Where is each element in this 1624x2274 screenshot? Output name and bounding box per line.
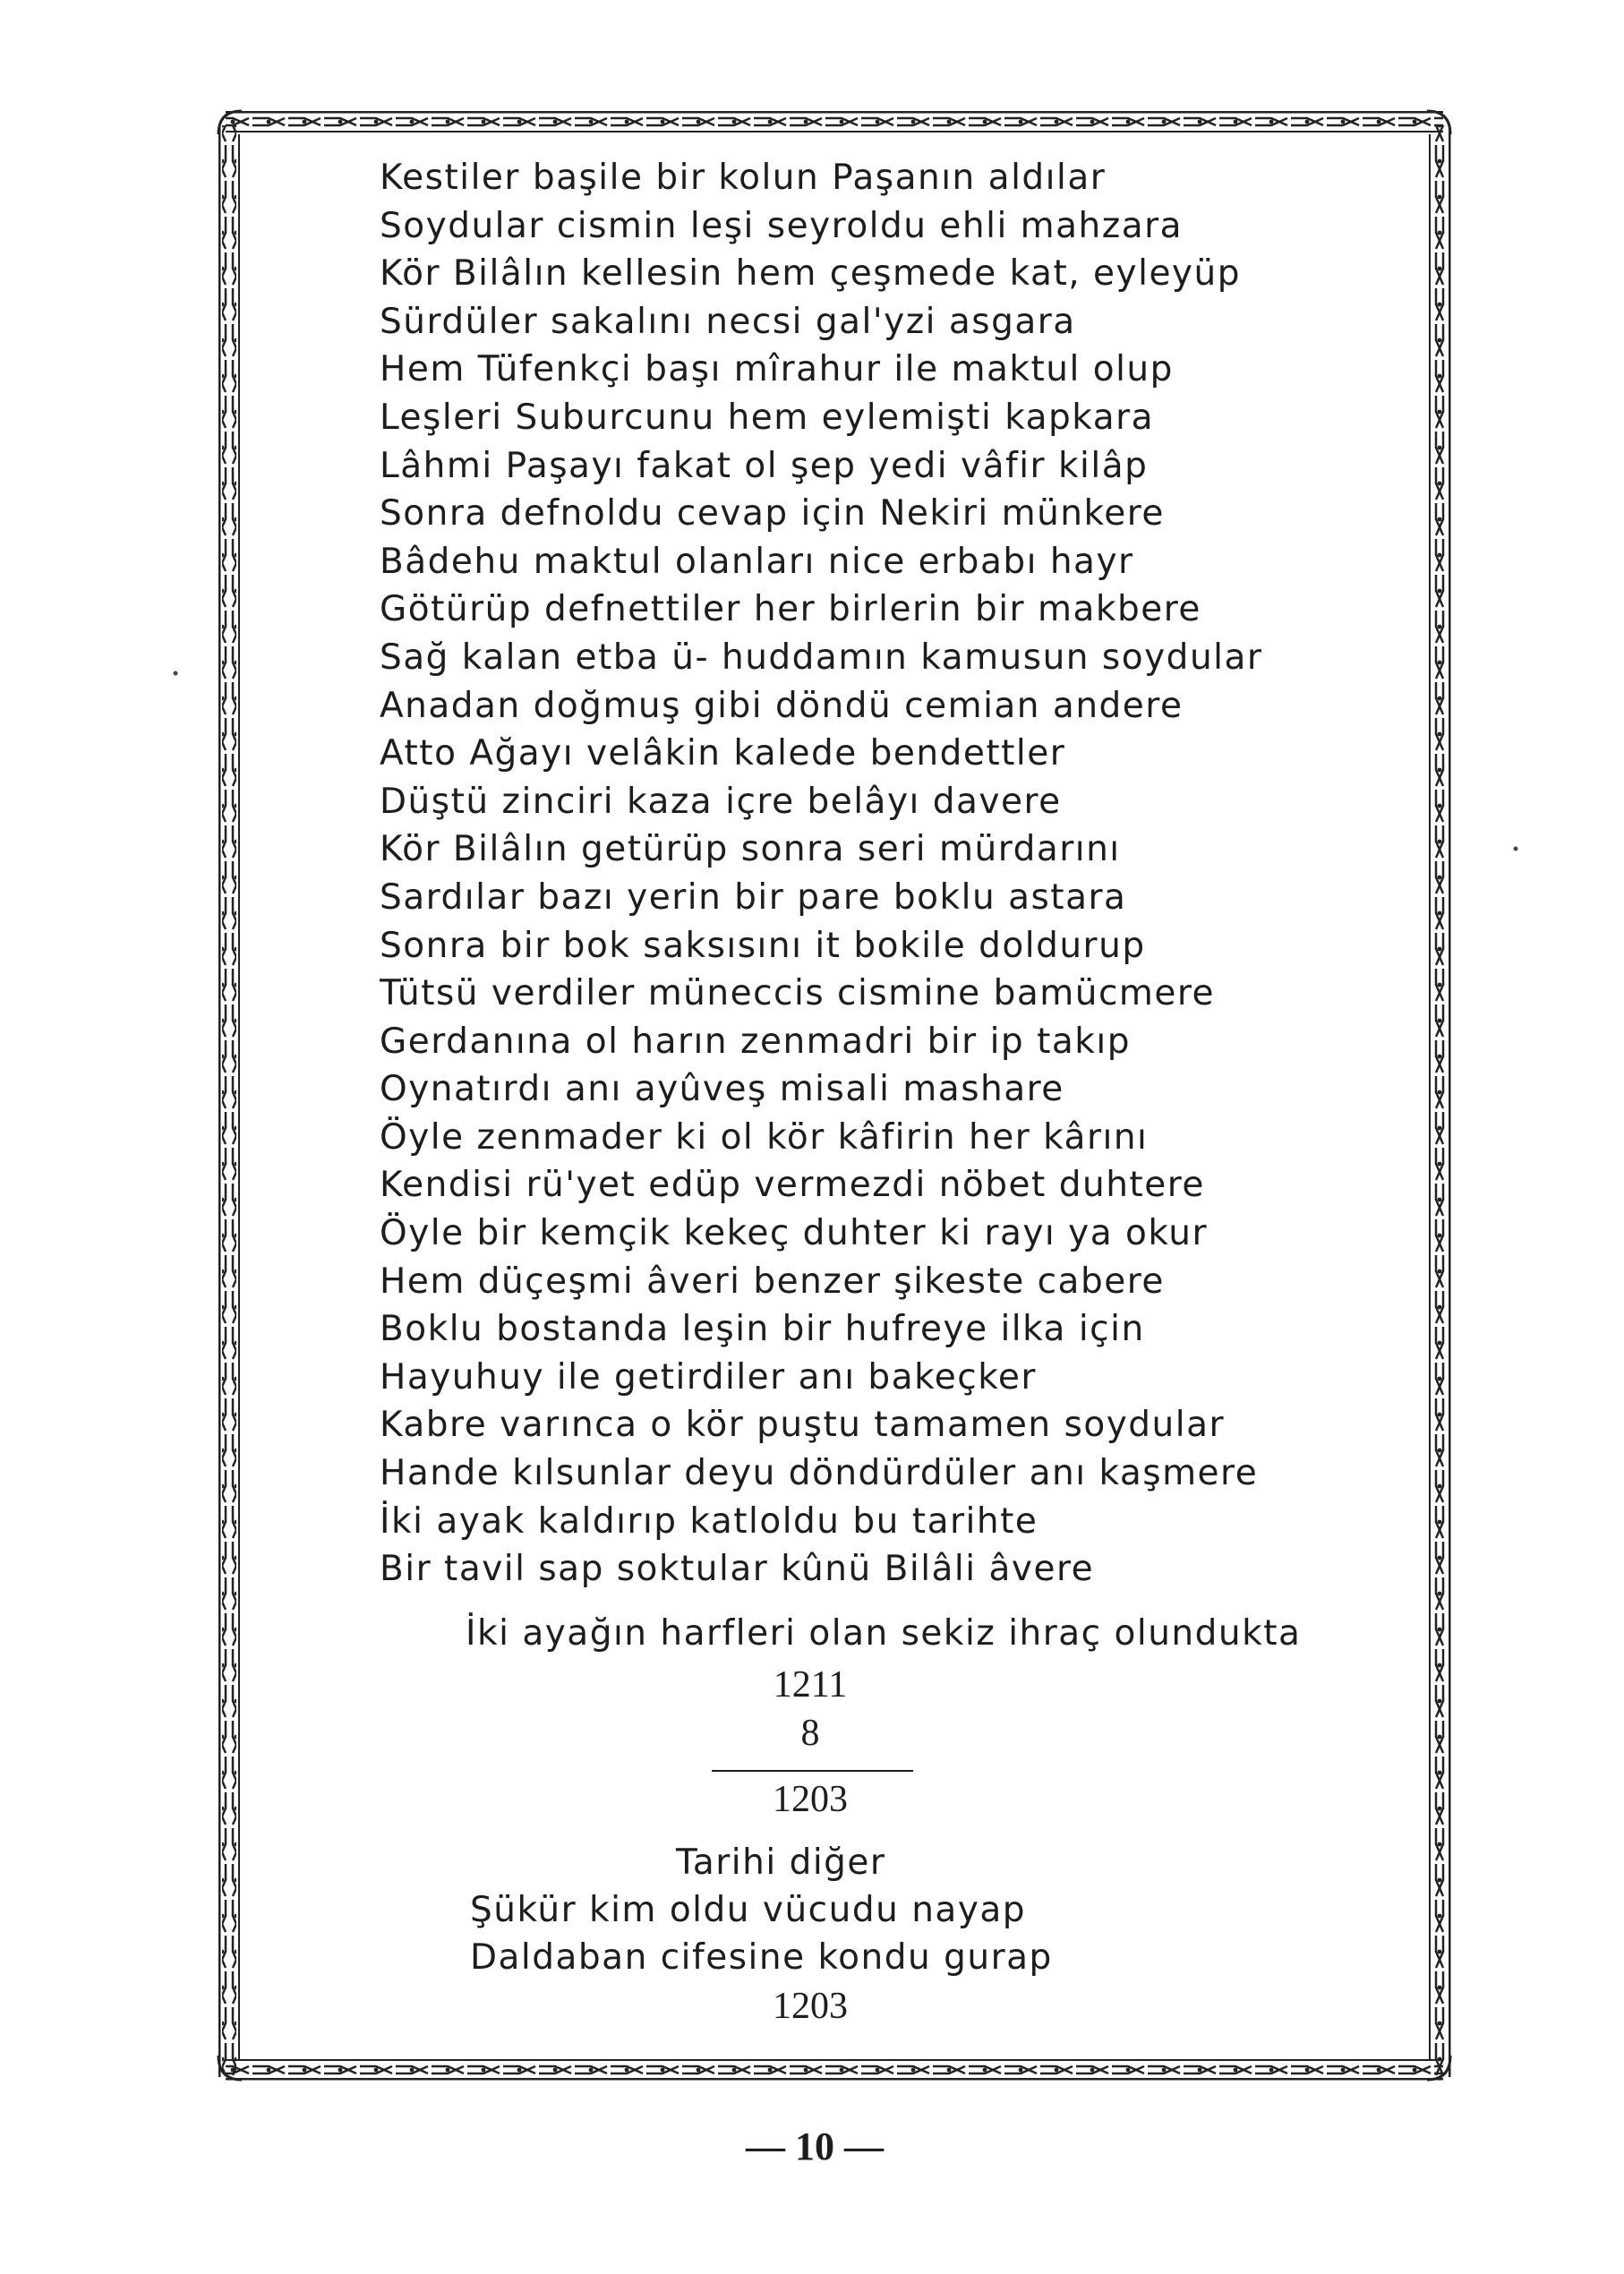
poem-line: Hayuhuy ile getirdiler anı bakeçker: [380, 1356, 1037, 1398]
poem-line: Leşleri Suburcunu hem eylemişti kapkara: [380, 397, 1155, 438]
poem-line: Sonra defnoldu cevap için Nekiri münkere: [380, 493, 1165, 534]
poem-line: Lâhmi Paşayı fakat ol şep yedi vâfir kilâp: [380, 445, 1149, 486]
poem-line: Düştü zinciri kaza içre belâyı davere: [380, 781, 1062, 822]
poem-line: Kabre varınca o kör puştu tamamen soydular: [380, 1405, 1226, 1446]
poem-line: İki ayak kaldırıp katloldu bu tarihte: [380, 1500, 1039, 1542]
poem-line: Kör Bilâlın getürüp sonra seri mürdarını: [380, 829, 1121, 870]
poem-line: Götürüp defnettiler her birlerin bir makbere: [380, 589, 1201, 630]
poem-line: Soydular cismin leşi seyroldu ehli mahzara: [380, 205, 1184, 246]
poem-line: Sağ kalan etba ü- huddamın kamusun soydular: [380, 637, 1263, 678]
poem-line: Sürdüler sakalını necsi gal'yzi asgara: [380, 301, 1076, 342]
poem-line: Boklu bostanda leşin bir hufreye ilka için: [380, 1309, 1145, 1350]
calc-second-number: 8: [800, 1713, 820, 1754]
poem-line: Oynatırdı anı ayûveş misali mashare: [380, 1069, 1064, 1110]
calculation-note: İki ayağın harfleri olan sekiz ihraç olundukta: [466, 1613, 1302, 1654]
poem-line: Tütsü verdiler müneccis cismine bamücmere: [380, 973, 1216, 1014]
calc-result: 1203: [773, 1779, 848, 1820]
tarih-line-2: Daldaban cifesine kondu gurap: [470, 1937, 1053, 1978]
poem-line: Atto Ağayı velâkin kalede bendettler: [380, 733, 1066, 774]
poem-line: Sardılar bazı yerin bir pare boklu astara: [380, 876, 1127, 918]
poem-body: [380, 154, 1382, 1594]
poem-line: Sonra bir bok saksısını it bokile doldurup: [380, 925, 1146, 966]
poem-line: Öyle zenmader ki ol kör kâfirin her kârını: [380, 1116, 1149, 1158]
tarih-year: 1203: [773, 1986, 848, 2027]
poem-line: Hande kılsunlar deyu döndürdüler anı kaşmere: [380, 1453, 1259, 1494]
poem-line: Bâdehu maktul olanları nice erbabı hayr: [380, 541, 1134, 582]
poem-line: Kestiler başile bir kolun Paşanın aldılar: [380, 158, 1107, 198]
poem-line: Gerdanına ol harın zenmadri bir ip takıp: [380, 1021, 1131, 1062]
tarih-line-1: Şükür kim oldu vücudu nayap: [470, 1890, 1027, 1930]
poem-line: Bir tavil sap soktular kûnü Bilâli âvere: [380, 1549, 1095, 1590]
poem-line: Hem Tüfenkçi başı mîrahur ile maktul olup: [380, 349, 1174, 390]
poem-line: Kendisi rü'yet edüp vermezdi nöbet duhtere: [380, 1165, 1205, 1206]
poem-line: Öyle bir kemçik kekeç duhter ki rayı ya okur: [380, 1213, 1209, 1254]
calc-first-number: 1211: [773, 1664, 848, 1706]
poem-line: Hem düçeşmi âveri benzer şikeste cabere: [380, 1261, 1165, 1302]
poem-line: Kör Bilâlın kellesin hem çeşmede kat, eyleyüp: [380, 253, 1241, 295]
poem-line: Anadan doğmuş gibi döndü cemian andere: [380, 685, 1184, 726]
calc-divider: [712, 1770, 913, 1772]
page-number: — 10 —: [746, 2124, 884, 2168]
tarih-title: Tarihi diğer: [676, 1842, 886, 1883]
